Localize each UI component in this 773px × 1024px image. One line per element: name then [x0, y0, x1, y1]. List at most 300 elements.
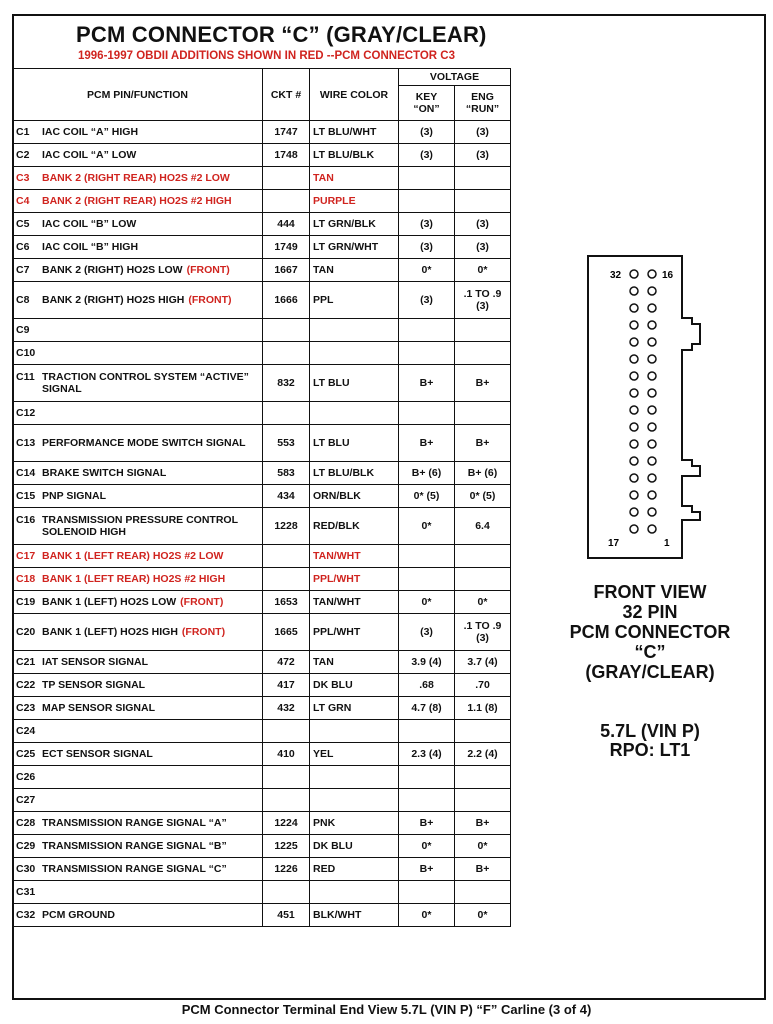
- pin-id: C4: [16, 195, 30, 207]
- pin-hole: [648, 440, 656, 448]
- pin-id: C18: [16, 573, 36, 585]
- eng-run-cell: (3): [455, 121, 511, 144]
- table-row: [13, 167, 511, 190]
- pin-hole: [630, 389, 638, 397]
- pin-hole: [630, 338, 638, 346]
- pin-hole: [648, 304, 656, 312]
- eng-run-cell: [455, 402, 511, 425]
- pin-id: C15: [16, 490, 36, 502]
- key-on-cell: [399, 720, 455, 743]
- header-ckt: CKT #: [263, 69, 310, 121]
- eng-run-cell: 0*: [455, 835, 511, 858]
- function-cell: [13, 720, 263, 743]
- key-on-cell: 0*: [399, 904, 455, 927]
- ckt-cell: [263, 720, 310, 743]
- eng-run-cell: [455, 881, 511, 904]
- key-on-cell: [399, 545, 455, 568]
- wire-color-cell: [310, 789, 399, 812]
- table-row: [13, 190, 511, 213]
- pin-id: C23: [16, 702, 36, 714]
- key-on-cell: [399, 167, 455, 190]
- pin-hole: [648, 287, 656, 295]
- function-cell: [13, 904, 263, 927]
- function-cell: [13, 674, 263, 697]
- eng-run-cell: [455, 190, 511, 213]
- table-row: [13, 319, 511, 342]
- wire-color-cell: TAN: [310, 651, 399, 674]
- ckt-cell: [263, 319, 310, 342]
- pin-id: C11: [16, 371, 35, 383]
- ckt-cell: 1748: [263, 144, 310, 167]
- function-cell: [13, 425, 263, 462]
- pin-function: TP SENSOR SIGNAL: [42, 679, 146, 691]
- function-cell: [13, 485, 263, 508]
- pin-function: BANK 1 (LEFT) HO2S HIGH (FRONT): [42, 626, 226, 638]
- engine-line-1: 5.7L (VIN P): [600, 721, 700, 741]
- function-cell: [13, 508, 263, 545]
- key-on-cell: (3): [399, 144, 455, 167]
- pin-id: C30: [16, 863, 36, 875]
- function-cell: [13, 568, 263, 591]
- front-tag: (FRONT): [186, 264, 230, 276]
- pin-hole: [630, 406, 638, 414]
- function-cell: [13, 319, 263, 342]
- key-on-cell: 0*: [399, 508, 455, 545]
- pin-function: PERFORMANCE MODE SWITCH SIGNAL: [42, 437, 246, 449]
- pin-hole: [648, 508, 656, 516]
- pin-function: MAP SENSOR SIGNAL: [42, 702, 155, 714]
- function-cell: [13, 812, 263, 835]
- pin-hole: [630, 287, 638, 295]
- function-cell: [13, 342, 263, 365]
- table-row: [13, 858, 511, 881]
- ckt-cell: [263, 342, 310, 365]
- table-row: [13, 259, 511, 282]
- pin-function: TRANSMISSION RANGE SIGNAL “B”: [42, 840, 227, 852]
- table-row: [13, 835, 511, 858]
- table-row: [13, 485, 511, 508]
- table-row: [13, 144, 511, 167]
- ckt-cell: 1226: [263, 858, 310, 881]
- wire-color-cell: [310, 342, 399, 365]
- key-on-cell: [399, 402, 455, 425]
- table-row: [13, 425, 511, 462]
- pin-id: C26: [16, 771, 36, 783]
- table-row: [13, 812, 511, 835]
- pin-hole: [648, 389, 656, 397]
- header-eng-run: ENG “RUN”: [455, 86, 511, 121]
- pin-id: C12: [16, 407, 36, 419]
- pin-hole: [648, 321, 656, 329]
- function-cell: [13, 167, 263, 190]
- pin-function: BANK 1 (LEFT REAR) HO2S #2 HIGH: [42, 573, 226, 585]
- eng-run-cell: B+: [455, 365, 511, 402]
- pin-id: C16: [16, 514, 36, 526]
- table-row: [13, 121, 511, 144]
- key-on-cell: 0*: [399, 259, 455, 282]
- ckt-cell: 583: [263, 462, 310, 485]
- eng-run-cell: 0*: [455, 259, 511, 282]
- eng-run-cell: [455, 568, 511, 591]
- key-on-cell: 3.9 (4): [399, 651, 455, 674]
- key-on-cell: (3): [399, 282, 455, 319]
- pin-id: C1: [16, 126, 30, 138]
- pin-function: TRANSMISSION PRESSURE CONTROL SOLENOID HIGH: [42, 514, 238, 538]
- pin-hole: [630, 372, 638, 380]
- pin-id: C22: [16, 679, 36, 691]
- pin-hole: [630, 270, 638, 278]
- pin-hole: [648, 423, 656, 431]
- front-view-line-3: PCM CONNECTOR: [569, 622, 731, 642]
- pin-id: C32: [16, 909, 36, 921]
- function-cell: [13, 402, 263, 425]
- eng-run-cell: 2.2 (4): [455, 743, 511, 766]
- pin-function: TRANSMISSION RANGE SIGNAL “A”: [42, 817, 227, 829]
- pin-id: C14: [16, 467, 36, 479]
- pin-id: C19: [16, 596, 36, 608]
- eng-run-cell: .1 TO .9 (3): [455, 282, 511, 319]
- wire-color-cell: LT BLU: [310, 425, 399, 462]
- key-on-cell: 4.7 (8): [399, 697, 455, 720]
- table-row: [13, 568, 511, 591]
- eng-run-cell: .70: [455, 674, 511, 697]
- key-on-cell: B+: [399, 858, 455, 881]
- pin-label-16: 16: [662, 270, 674, 281]
- ckt-cell: 553: [263, 425, 310, 462]
- pin-function: IAC COIL “A” LOW: [42, 149, 137, 161]
- function-cell: [13, 236, 263, 259]
- wire-color-cell: [310, 881, 399, 904]
- pin-function: ECT SENSOR SIGNAL: [42, 748, 153, 760]
- ckt-cell: 410: [263, 743, 310, 766]
- key-on-cell: (3): [399, 236, 455, 259]
- function-cell: [13, 858, 263, 881]
- key-on-cell: (3): [399, 614, 455, 651]
- wire-color-cell: [310, 766, 399, 789]
- wire-color-cell: [310, 402, 399, 425]
- ckt-cell: 1665: [263, 614, 310, 651]
- eng-run-cell: (3): [455, 236, 511, 259]
- pin-function: BANK 2 (RIGHT) HO2S LOW (FRONT): [42, 264, 230, 276]
- wire-color-cell: PPL/WHT: [310, 614, 399, 651]
- pin-hole: [630, 474, 638, 482]
- wire-color-cell: TAN: [310, 167, 399, 190]
- eng-run-cell: B+ (6): [455, 462, 511, 485]
- wire-color-cell: LT GRN/WHT: [310, 236, 399, 259]
- function-cell: [13, 282, 263, 319]
- function-cell: [13, 697, 263, 720]
- wire-color-cell: LT BLU/WHT: [310, 121, 399, 144]
- pin-hole: [630, 508, 638, 516]
- key-on-cell: (3): [399, 213, 455, 236]
- pin-label-17: 17: [608, 538, 620, 549]
- pin-id: C28: [16, 817, 36, 829]
- front-tag: (FRONT): [180, 596, 224, 608]
- ckt-cell: [263, 766, 310, 789]
- eng-run-cell: [455, 789, 511, 812]
- function-cell: [13, 121, 263, 144]
- key-on-cell: [399, 766, 455, 789]
- function-cell: [13, 144, 263, 167]
- key-on-cell: 0* (5): [399, 485, 455, 508]
- pin-hole: [648, 491, 656, 499]
- table-row: [13, 720, 511, 743]
- pin-id: C27: [16, 794, 36, 806]
- ckt-cell: 1749: [263, 236, 310, 259]
- function-cell: [13, 591, 263, 614]
- key-on-cell: [399, 190, 455, 213]
- eng-run-cell: [455, 319, 511, 342]
- page-subtitle: 1996-1997 OBDII ADDITIONS SHOWN IN RED --PCM CONNECTOR C3: [78, 50, 456, 62]
- table-row: [13, 881, 511, 904]
- function-cell: [13, 651, 263, 674]
- pin-hole: [630, 525, 638, 533]
- pin-id: C7: [16, 264, 30, 276]
- header-function: PCM PIN/FUNCTION: [13, 69, 263, 121]
- eng-run-cell: [455, 342, 511, 365]
- ckt-cell: [263, 402, 310, 425]
- pin-table: [12, 68, 511, 927]
- ckt-cell: 432: [263, 697, 310, 720]
- pin-hole: [648, 457, 656, 465]
- table-row: [13, 674, 511, 697]
- ckt-cell: 1747: [263, 121, 310, 144]
- eng-run-cell: B+: [455, 425, 511, 462]
- pin-function: BANK 2 (RIGHT) HO2S HIGH (FRONT): [42, 294, 232, 306]
- pin-function: PNP SIGNAL: [42, 490, 106, 502]
- header-wire-color: WIRE COLOR: [310, 69, 399, 121]
- connector-outline: [588, 256, 700, 558]
- wire-color-cell: LT BLU: [310, 365, 399, 402]
- page-footer: PCM Connector Terminal End View 5.7L (VIN P) “F” Carline (3 of 4): [181, 1002, 592, 1017]
- page-title: PCM CONNECTOR “C” (GRAY/CLEAR): [76, 22, 487, 47]
- pin-id: C17: [16, 550, 36, 562]
- pin-function: BANK 2 (RIGHT REAR) HO2S #2 LOW: [42, 172, 230, 184]
- pin-id: C31: [16, 886, 36, 898]
- wire-color-cell: DK BLU: [310, 674, 399, 697]
- ckt-cell: [263, 190, 310, 213]
- pin-hole: [648, 474, 656, 482]
- pin-id: C5: [16, 218, 30, 230]
- front-view-line-5: (GRAY/CLEAR): [585, 662, 715, 682]
- table-row: [13, 236, 511, 259]
- ckt-cell: [263, 167, 310, 190]
- wire-color-cell: RED/BLK: [310, 508, 399, 545]
- pin-id: C3: [16, 172, 30, 184]
- function-cell: [13, 614, 263, 651]
- connector-diagram: [586, 254, 716, 564]
- key-on-cell: B+ (6): [399, 462, 455, 485]
- front-view-line-2: 32 PIN: [622, 602, 678, 622]
- function-cell: [13, 766, 263, 789]
- eng-run-cell: [455, 167, 511, 190]
- key-on-cell: B+: [399, 365, 455, 402]
- pin-hole: [630, 457, 638, 465]
- ckt-cell: [263, 789, 310, 812]
- pin-label-32: 32: [610, 270, 622, 281]
- function-cell: [13, 545, 263, 568]
- table-row: [13, 508, 511, 545]
- table-row: [13, 904, 511, 927]
- wire-color-cell: [310, 319, 399, 342]
- pin-hole: [630, 321, 638, 329]
- front-view-line-1: FRONT VIEW: [593, 582, 707, 602]
- front-tag: (FRONT): [188, 294, 232, 306]
- table-row: [13, 365, 511, 402]
- pin-function: PCM GROUND: [42, 909, 115, 921]
- key-on-cell: 2.3 (4): [399, 743, 455, 766]
- key-on-cell: [399, 568, 455, 591]
- eng-run-cell: B+: [455, 812, 511, 835]
- ckt-cell: 1653: [263, 591, 310, 614]
- key-on-cell: .68: [399, 674, 455, 697]
- wire-color-cell: PPL/WHT: [310, 568, 399, 591]
- eng-run-cell: 1.1 (8): [455, 697, 511, 720]
- pin-id: C29: [16, 840, 36, 852]
- ckt-cell: [263, 568, 310, 591]
- key-on-cell: [399, 881, 455, 904]
- pin-function: TRACTION CONTROL SYSTEM “ACTIVE” SIGNAL: [42, 371, 249, 395]
- eng-run-cell: (3): [455, 213, 511, 236]
- wire-color-cell: TAN: [310, 259, 399, 282]
- eng-run-cell: 3.7 (4): [455, 651, 511, 674]
- pin-id: C25: [16, 748, 36, 760]
- wire-color-cell: LT GRN: [310, 697, 399, 720]
- pin-id: C6: [16, 241, 30, 253]
- ckt-cell: 434: [263, 485, 310, 508]
- wire-color-cell: RED: [310, 858, 399, 881]
- pin-hole: [648, 338, 656, 346]
- ckt-cell: 832: [263, 365, 310, 402]
- ckt-cell: 1667: [263, 259, 310, 282]
- engine-line-2: RPO: LT1: [609, 740, 691, 760]
- key-on-cell: [399, 319, 455, 342]
- function-cell: [13, 213, 263, 236]
- table-row: [13, 766, 511, 789]
- pin-id: C2: [16, 149, 30, 161]
- ckt-cell: 444: [263, 213, 310, 236]
- wire-color-cell: BLK/WHT: [310, 904, 399, 927]
- pin-function: BANK 1 (LEFT REAR) HO2S #2 LOW: [42, 550, 224, 562]
- wire-color-cell: YEL: [310, 743, 399, 766]
- key-on-cell: 0*: [399, 835, 455, 858]
- wire-color-cell: PURPLE: [310, 190, 399, 213]
- header-voltage: VOLTAGE: [399, 69, 511, 86]
- table-row: [13, 591, 511, 614]
- ckt-cell: 1225: [263, 835, 310, 858]
- pin-hole: [630, 304, 638, 312]
- wire-color-cell: TAN/WHT: [310, 545, 399, 568]
- wire-color-cell: [310, 720, 399, 743]
- function-cell: [13, 743, 263, 766]
- connector-pins: [630, 270, 656, 533]
- eng-run-cell: .1 TO .9 (3): [455, 614, 511, 651]
- pin-hole: [648, 270, 656, 278]
- pin-function: IAT SENSOR SIGNAL: [42, 656, 148, 668]
- pin-hole: [630, 440, 638, 448]
- function-cell: [13, 881, 263, 904]
- pin-hole: [648, 406, 656, 414]
- ckt-cell: 451: [263, 904, 310, 927]
- ckt-cell: 417: [263, 674, 310, 697]
- eng-run-cell: (3): [455, 144, 511, 167]
- key-on-cell: B+: [399, 425, 455, 462]
- ckt-cell: [263, 881, 310, 904]
- function-cell: [13, 789, 263, 812]
- front-tag: (FRONT): [181, 626, 226, 638]
- pin-function: BANK 2 (RIGHT REAR) HO2S #2 HIGH: [42, 195, 232, 207]
- table-row: [13, 462, 511, 485]
- eng-run-cell: 0*: [455, 904, 511, 927]
- pin-id: C9: [16, 324, 30, 336]
- pin-id: C24: [16, 725, 36, 737]
- wire-color-cell: TAN/WHT: [310, 591, 399, 614]
- pin-function: BANK 1 (LEFT) HO2S LOW (FRONT): [42, 596, 224, 608]
- wire-color-cell: ORN/BLK: [310, 485, 399, 508]
- table-row: [13, 402, 511, 425]
- pin-hole: [648, 372, 656, 380]
- pin-hole: [630, 423, 638, 431]
- pin-id: C21: [16, 656, 36, 668]
- table-row: [13, 614, 511, 651]
- key-on-cell: (3): [399, 121, 455, 144]
- front-view-caption: [545, 582, 755, 682]
- engine-caption: [545, 722, 755, 760]
- pin-function: TRANSMISSION RANGE SIGNAL “C”: [42, 863, 227, 875]
- table-row: [13, 213, 511, 236]
- pin-id: C10: [16, 347, 36, 359]
- pin-hole: [630, 355, 638, 363]
- wire-color-cell: PPL: [310, 282, 399, 319]
- function-cell: [13, 462, 263, 485]
- wire-color-cell: LT GRN/BLK: [310, 213, 399, 236]
- pin-function: IAC COIL “B” HIGH: [42, 241, 139, 253]
- table-row: [13, 342, 511, 365]
- function-cell: [13, 190, 263, 213]
- table-row: [13, 789, 511, 812]
- pin-id: C13: [16, 437, 36, 449]
- ckt-cell: 1666: [263, 282, 310, 319]
- wire-color-cell: DK BLU: [310, 835, 399, 858]
- pin-hole: [648, 355, 656, 363]
- table-row: [13, 743, 511, 766]
- key-on-cell: 0*: [399, 591, 455, 614]
- key-on-cell: [399, 342, 455, 365]
- pin-hole: [648, 525, 656, 533]
- pin-hole: [630, 491, 638, 499]
- eng-run-cell: 6.4: [455, 508, 511, 545]
- pin-function: IAC COIL “A” HIGH: [42, 126, 139, 138]
- front-view-line-4: “C”: [634, 642, 666, 662]
- table-row: [13, 651, 511, 674]
- key-on-cell: B+: [399, 812, 455, 835]
- function-cell: [13, 365, 263, 402]
- pin-function: BRAKE SWITCH SIGNAL: [42, 467, 167, 479]
- wire-color-cell: LT BLU/BLK: [310, 144, 399, 167]
- eng-run-cell: [455, 545, 511, 568]
- pin-id: C8: [16, 294, 30, 306]
- eng-run-cell: 0* (5): [455, 485, 511, 508]
- wire-color-cell: PNK: [310, 812, 399, 835]
- eng-run-cell: [455, 720, 511, 743]
- ckt-cell: 1224: [263, 812, 310, 835]
- function-cell: [13, 259, 263, 282]
- table-row: [13, 282, 511, 319]
- function-cell: [13, 835, 263, 858]
- eng-run-cell: B+: [455, 858, 511, 881]
- eng-run-cell: [455, 766, 511, 789]
- pin-label-1: 1: [664, 538, 670, 549]
